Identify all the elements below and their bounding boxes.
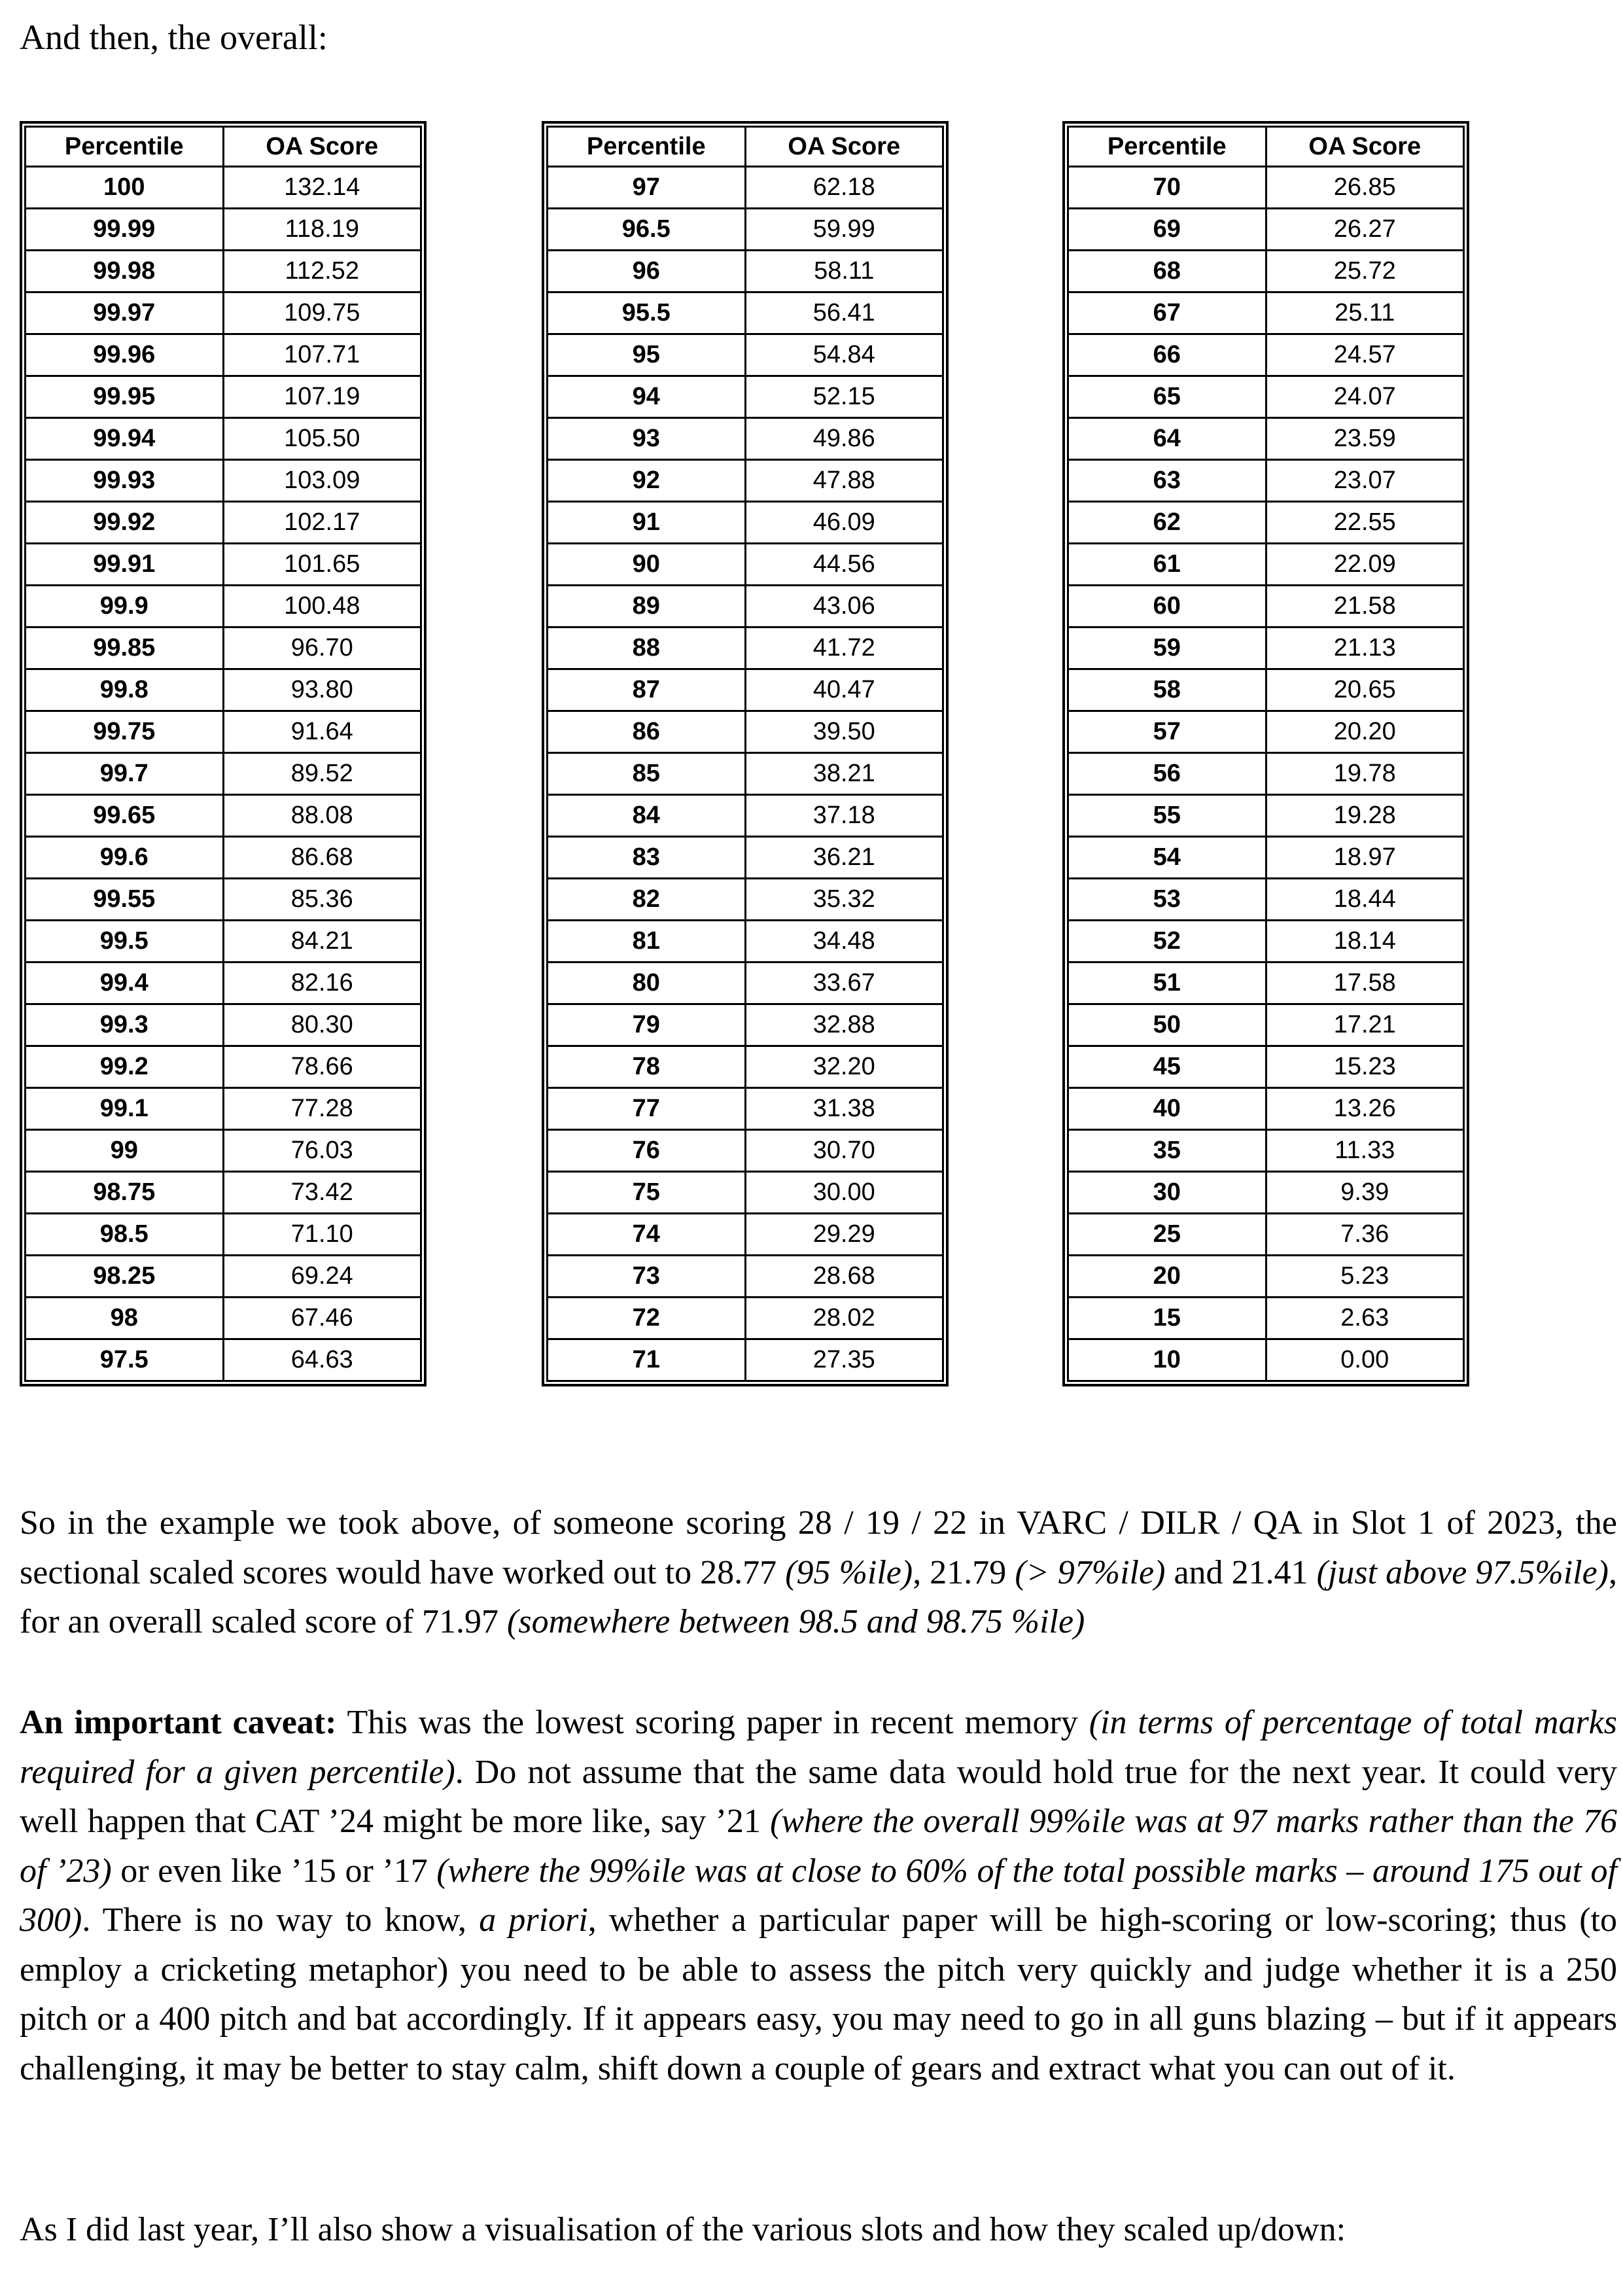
oa-score-cell: 19.78 bbox=[1266, 753, 1464, 795]
table-row bbox=[1068, 1088, 1464, 1130]
oa-score-cell: 26.85 bbox=[1266, 167, 1464, 209]
text-run-normal: and 21.41 bbox=[1165, 1553, 1317, 1591]
table-row bbox=[26, 921, 421, 963]
oa-score-cell: 9.39 bbox=[1266, 1172, 1464, 1214]
percentile-cell: 99.98 bbox=[26, 251, 224, 292]
oa-score-cell: 21.13 bbox=[1266, 627, 1464, 669]
percentile-cell: 87 bbox=[548, 669, 746, 711]
oa-score-cell: 78.66 bbox=[223, 1046, 421, 1088]
text-run-normal: or even like ’15 or ’17 bbox=[111, 1852, 437, 1890]
percentile-cell: 91 bbox=[548, 502, 746, 544]
table-row bbox=[26, 711, 421, 753]
percentile-cell: 99.9 bbox=[26, 586, 224, 627]
table-row bbox=[1068, 502, 1464, 544]
percentile-cell: 97 bbox=[548, 167, 746, 209]
oa-score-cell: 64.63 bbox=[223, 1339, 421, 1381]
table-row bbox=[26, 879, 421, 921]
header-percentile: Percentile bbox=[548, 127, 746, 167]
oa-score-cell: 7.36 bbox=[1266, 1214, 1464, 1256]
oa-score-cell: 105.50 bbox=[223, 418, 421, 460]
percentile-cell: 25 bbox=[1068, 1214, 1266, 1256]
percentile-cell: 62 bbox=[1068, 502, 1266, 544]
table-row bbox=[1068, 921, 1464, 963]
oa-score-cell: 26.27 bbox=[1266, 209, 1464, 251]
percentile-cell: 53 bbox=[1068, 879, 1266, 921]
table-row bbox=[548, 209, 943, 251]
table-row bbox=[1068, 544, 1464, 586]
text-run-italic: (just above 97.5%ile) bbox=[1316, 1553, 1609, 1591]
percentile-cell: 99.2 bbox=[26, 1046, 224, 1088]
table-row bbox=[26, 586, 421, 627]
oa-score-cell: 33.67 bbox=[745, 963, 943, 1004]
text-run-italic: (95 %ile) bbox=[785, 1553, 913, 1591]
oa-score-cell: 54.84 bbox=[745, 334, 943, 376]
percentile-cell: 89 bbox=[548, 586, 746, 627]
table-row bbox=[1068, 1298, 1464, 1339]
oa-score-cell: 29.29 bbox=[745, 1214, 943, 1256]
oa-score-cell: 25.11 bbox=[1266, 292, 1464, 334]
oa-score-cell: 44.56 bbox=[745, 544, 943, 586]
oa-score-cell: 71.10 bbox=[223, 1214, 421, 1256]
oa-score-cell: 23.07 bbox=[1266, 460, 1464, 502]
table-row bbox=[1068, 418, 1464, 460]
oa-score-cell: 24.57 bbox=[1266, 334, 1464, 376]
oa-score-cell: 28.68 bbox=[745, 1256, 943, 1298]
table-row bbox=[1068, 753, 1464, 795]
table-row bbox=[548, 711, 943, 753]
percentile-cell: 52 bbox=[1068, 921, 1266, 963]
percentile-cell: 99.97 bbox=[26, 292, 224, 334]
percentile-cell: 99.91 bbox=[26, 544, 224, 586]
percentile-cell: 56 bbox=[1068, 753, 1266, 795]
oa-score-cell: 118.19 bbox=[223, 209, 421, 251]
percentile-cell: 92 bbox=[548, 460, 746, 502]
percentile-cell: 99.75 bbox=[26, 711, 224, 753]
table-row bbox=[548, 921, 943, 963]
percentile-cell: 63 bbox=[1068, 460, 1266, 502]
percentile-cell: 60 bbox=[1068, 586, 1266, 627]
oa-score-cell: 18.44 bbox=[1266, 879, 1464, 921]
oa-score-cell: 35.32 bbox=[745, 879, 943, 921]
oa-score-cell: 15.23 bbox=[1266, 1046, 1464, 1088]
table-row bbox=[26, 460, 421, 502]
table-header-row bbox=[548, 127, 943, 167]
table-row bbox=[26, 1004, 421, 1046]
table-row bbox=[26, 1339, 421, 1381]
table-row bbox=[548, 167, 943, 209]
percentile-cell: 98.75 bbox=[26, 1172, 224, 1214]
percentile-cell: 50 bbox=[1068, 1004, 1266, 1046]
table-row bbox=[1068, 1214, 1464, 1256]
oa-score-cell: 46.09 bbox=[745, 502, 943, 544]
text-run-normal: , whether a particular paper will be high-scoring or low-scoring; thus (to employ a cricketing metaphor) you need to be able to assess the pitch very quickly and judge whether it is a 250 pitch or a 400 pitch and bat accordingly. If it appears easy, you may need to go in all guns blazing – but if it appears challenging, it may be better to stay calm, shift down a couple of gears and extract what you can out of it. bbox=[20, 1901, 1617, 2087]
oa-score-cell: 17.21 bbox=[1266, 1004, 1464, 1046]
header-oa-score: OA Score bbox=[223, 127, 421, 167]
percentile-cell: 61 bbox=[1068, 544, 1266, 586]
oa-score-cell: 32.88 bbox=[745, 1004, 943, 1046]
percentile-cell: 10 bbox=[1068, 1339, 1266, 1381]
text-run-normal: , for an overall scaled score of 71.97 bbox=[20, 1553, 1618, 1640]
percentile-cell: 99 bbox=[26, 1130, 224, 1172]
table-row bbox=[548, 1130, 943, 1172]
percentile-score-table bbox=[24, 126, 422, 1382]
percentile-cell: 99.96 bbox=[26, 334, 224, 376]
oa-score-cell: 84.21 bbox=[223, 921, 421, 963]
percentile-cell: 99.94 bbox=[26, 418, 224, 460]
oa-score-cell: 62.18 bbox=[745, 167, 943, 209]
oa-score-cell: 5.23 bbox=[1266, 1256, 1464, 1298]
percentile-cell: 90 bbox=[548, 544, 746, 586]
table-row bbox=[548, 627, 943, 669]
oa-score-cell: 39.50 bbox=[745, 711, 943, 753]
oa-score-cell: 132.14 bbox=[223, 167, 421, 209]
percentile-cell: 59 bbox=[1068, 627, 1266, 669]
visualisation-intro-paragraph: As I did last year, I’ll also show a visualisation of the various slots and how they scaled up/down: bbox=[20, 2211, 1346, 2248]
oa-score-cell: 80.30 bbox=[223, 1004, 421, 1046]
oa-score-cell: 69.24 bbox=[223, 1256, 421, 1298]
table-row bbox=[26, 963, 421, 1004]
table-row bbox=[26, 334, 421, 376]
oa-score-cell: 47.88 bbox=[745, 460, 943, 502]
table-row bbox=[26, 167, 421, 209]
table-row bbox=[548, 1256, 943, 1298]
percentile-cell: 100 bbox=[26, 167, 224, 209]
percentile-cell: 81 bbox=[548, 921, 746, 963]
percentile-cell: 30 bbox=[1068, 1172, 1266, 1214]
oa-score-cell: 37.18 bbox=[745, 795, 943, 837]
percentile-cell: 99.92 bbox=[26, 502, 224, 544]
table-row bbox=[548, 376, 943, 418]
text-run-italic: (where the overall 99%ile was at 97 marks rather than the 76 of ’23) bbox=[20, 1803, 1617, 1890]
table-row bbox=[548, 544, 943, 586]
text-run-normal: , 21.79 bbox=[913, 1553, 1015, 1591]
table-row bbox=[1068, 167, 1464, 209]
table-row bbox=[26, 376, 421, 418]
percentile-cell: 96.5 bbox=[548, 209, 746, 251]
percentile-cell: 82 bbox=[548, 879, 746, 921]
oa-score-cell: 112.52 bbox=[223, 251, 421, 292]
text-run-normal: So in the example we took above, of someone scoring 28 / 19 / 22 in VARC / DILR / QA in Slot 1 of 2023, the sectional scaled scores would have worked out to 28.77 bbox=[20, 1504, 1617, 1591]
percentile-cell: 99.7 bbox=[26, 753, 224, 795]
percentile-cell: 99.65 bbox=[26, 795, 224, 837]
text-run-italic: (in terms of percentage of total marks required for a given percentile) bbox=[20, 1704, 1618, 1791]
percentile-cell: 71 bbox=[548, 1339, 746, 1381]
example-paragraph bbox=[20, 1498, 1617, 1647]
percentile-cell: 95 bbox=[548, 334, 746, 376]
oa-score-cell: 18.14 bbox=[1266, 921, 1464, 963]
oa-score-cell: 59.99 bbox=[745, 209, 943, 251]
percentile-cell: 96 bbox=[548, 251, 746, 292]
table-row bbox=[1068, 1004, 1464, 1046]
oa-score-cell: 23.59 bbox=[1266, 418, 1464, 460]
oa-score-cell: 18.97 bbox=[1266, 837, 1464, 879]
percentile-cell: 88 bbox=[548, 627, 746, 669]
table-row bbox=[1068, 460, 1464, 502]
table-row bbox=[1068, 209, 1464, 251]
table-header-row bbox=[1068, 127, 1464, 167]
table-row bbox=[1068, 963, 1464, 1004]
oa-score-cell: 22.55 bbox=[1266, 502, 1464, 544]
table-row bbox=[1068, 837, 1464, 879]
text-run-italic: a priori bbox=[479, 1901, 588, 1939]
table-row bbox=[26, 1214, 421, 1256]
oa-score-cell: 27.35 bbox=[745, 1339, 943, 1381]
oa-score-cell: 34.48 bbox=[745, 921, 943, 963]
oa-score-cell: 43.06 bbox=[745, 586, 943, 627]
oa-score-cell: 13.26 bbox=[1266, 1088, 1464, 1130]
percentile-cell: 77 bbox=[548, 1088, 746, 1130]
oa-score-cell: 76.03 bbox=[223, 1130, 421, 1172]
oa-score-cell: 107.71 bbox=[223, 334, 421, 376]
table-row bbox=[26, 209, 421, 251]
text-run-bold: An important caveat: bbox=[20, 1704, 337, 1741]
percentile-cell: 73 bbox=[548, 1256, 746, 1298]
table-row bbox=[26, 1130, 421, 1172]
percentile-cell: 84 bbox=[548, 795, 746, 837]
oa-score-cell: 2.63 bbox=[1266, 1298, 1464, 1339]
oa-score-cell: 103.09 bbox=[223, 460, 421, 502]
table-row bbox=[26, 292, 421, 334]
oa-score-cell: 22.09 bbox=[1266, 544, 1464, 586]
percentile-cell: 99.55 bbox=[26, 879, 224, 921]
percentile-cell: 40 bbox=[1068, 1088, 1266, 1130]
table-row bbox=[548, 502, 943, 544]
table-row bbox=[1068, 879, 1464, 921]
oa-score-cell: 109.75 bbox=[223, 292, 421, 334]
table-row bbox=[1068, 1172, 1464, 1214]
oa-score-cell: 91.64 bbox=[223, 711, 421, 753]
table-row bbox=[548, 251, 943, 292]
table-row bbox=[548, 292, 943, 334]
oa-score-cell: 85.36 bbox=[223, 879, 421, 921]
oa-score-cell: 31.38 bbox=[745, 1088, 943, 1130]
table-row bbox=[548, 334, 943, 376]
oa-score-cell: 96.70 bbox=[223, 627, 421, 669]
percentile-cell: 95.5 bbox=[548, 292, 746, 334]
percentile-cell: 93 bbox=[548, 418, 746, 460]
oa-score-cell: 49.86 bbox=[745, 418, 943, 460]
oa-score-cell: 0.00 bbox=[1266, 1339, 1464, 1381]
table-row bbox=[548, 753, 943, 795]
percentile-cell: 66 bbox=[1068, 334, 1266, 376]
percentile-cell: 99.6 bbox=[26, 837, 224, 879]
percentile-table-3 bbox=[1062, 121, 1469, 1386]
percentile-cell: 78 bbox=[548, 1046, 746, 1088]
percentile-cell: 99.5 bbox=[26, 921, 224, 963]
table-row bbox=[1068, 251, 1464, 292]
header-oa-score: OA Score bbox=[745, 127, 943, 167]
percentile-table-1 bbox=[20, 121, 427, 1386]
table-row bbox=[1068, 669, 1464, 711]
table-row bbox=[548, 837, 943, 879]
header-percentile: Percentile bbox=[26, 127, 224, 167]
table-row bbox=[548, 1004, 943, 1046]
percentile-cell: 70 bbox=[1068, 167, 1266, 209]
percentile-cell: 79 bbox=[548, 1004, 746, 1046]
oa-score-cell: 58.11 bbox=[745, 251, 943, 292]
oa-score-cell: 77.28 bbox=[223, 1088, 421, 1130]
table-row bbox=[26, 1256, 421, 1298]
text-run-normal: . Do not assume that the same data would hold true for the next year. It could very well happen that CAT ’24 might be more like, say ’21 bbox=[20, 1753, 1617, 1840]
table-row bbox=[548, 1214, 943, 1256]
percentile-score-table bbox=[546, 126, 944, 1382]
table-header-row bbox=[26, 127, 421, 167]
caveat-paragraph bbox=[20, 1698, 1617, 2093]
percentile-cell: 99.8 bbox=[26, 669, 224, 711]
table-row bbox=[1068, 376, 1464, 418]
percentile-cell: 67 bbox=[1068, 292, 1266, 334]
oa-score-cell: 86.68 bbox=[223, 837, 421, 879]
percentile-cell: 83 bbox=[548, 837, 746, 879]
table-row bbox=[26, 1172, 421, 1214]
table-row bbox=[548, 1088, 943, 1130]
table-row bbox=[548, 963, 943, 1004]
oa-score-cell: 67.46 bbox=[223, 1298, 421, 1339]
percentile-cell: 98.5 bbox=[26, 1214, 224, 1256]
oa-score-cell: 20.20 bbox=[1266, 711, 1464, 753]
oa-score-cell: 73.42 bbox=[223, 1172, 421, 1214]
table-row bbox=[26, 795, 421, 837]
table-row bbox=[1068, 711, 1464, 753]
table-row bbox=[548, 879, 943, 921]
oa-score-cell: 101.65 bbox=[223, 544, 421, 586]
table-row bbox=[548, 669, 943, 711]
table-row bbox=[1068, 586, 1464, 627]
percentile-cell: 98 bbox=[26, 1298, 224, 1339]
percentile-cell: 99.85 bbox=[26, 627, 224, 669]
table-row bbox=[1068, 292, 1464, 334]
table-row bbox=[548, 795, 943, 837]
oa-score-cell: 17.58 bbox=[1266, 963, 1464, 1004]
header-percentile: Percentile bbox=[1068, 127, 1266, 167]
percentile-cell: 68 bbox=[1068, 251, 1266, 292]
oa-score-cell: 41.72 bbox=[745, 627, 943, 669]
oa-score-cell: 24.07 bbox=[1266, 376, 1464, 418]
oa-score-cell: 56.41 bbox=[745, 292, 943, 334]
percentile-cell: 99.93 bbox=[26, 460, 224, 502]
oa-score-cell: 82.16 bbox=[223, 963, 421, 1004]
oa-score-cell: 38.21 bbox=[745, 753, 943, 795]
percentile-table-2 bbox=[542, 121, 949, 1386]
table-row bbox=[26, 1088, 421, 1130]
oa-score-cell: 30.70 bbox=[745, 1130, 943, 1172]
percentile-cell: 54 bbox=[1068, 837, 1266, 879]
percentile-cell: 45 bbox=[1068, 1046, 1266, 1088]
table-row bbox=[26, 502, 421, 544]
percentile-cell: 86 bbox=[548, 711, 746, 753]
header-oa-score: OA Score bbox=[1266, 127, 1464, 167]
table-row bbox=[1068, 1046, 1464, 1088]
section-heading: And then, the overall: bbox=[20, 18, 328, 57]
oa-score-cell: 11.33 bbox=[1266, 1130, 1464, 1172]
table-row bbox=[26, 1298, 421, 1339]
table-row bbox=[1068, 795, 1464, 837]
percentile-cell: 58 bbox=[1068, 669, 1266, 711]
table-row bbox=[548, 1172, 943, 1214]
oa-score-cell: 36.21 bbox=[745, 837, 943, 879]
table-row bbox=[26, 753, 421, 795]
table-row bbox=[26, 418, 421, 460]
oa-score-cell: 93.80 bbox=[223, 669, 421, 711]
oa-score-cell: 21.58 bbox=[1266, 586, 1464, 627]
text-run-normal: . There is no way to know, bbox=[82, 1901, 480, 1939]
percentile-cell: 20 bbox=[1068, 1256, 1266, 1298]
percentile-cell: 75 bbox=[548, 1172, 746, 1214]
percentile-cell: 74 bbox=[548, 1214, 746, 1256]
percentile-score-table bbox=[1067, 126, 1465, 1382]
table-row bbox=[548, 460, 943, 502]
table-row bbox=[548, 1298, 943, 1339]
oa-score-cell: 107.19 bbox=[223, 376, 421, 418]
oa-score-cell: 30.00 bbox=[745, 1172, 943, 1214]
table-row bbox=[26, 837, 421, 879]
percentile-cell: 80 bbox=[548, 963, 746, 1004]
table-row bbox=[1068, 627, 1464, 669]
oa-score-cell: 25.72 bbox=[1266, 251, 1464, 292]
oa-score-cell: 20.65 bbox=[1266, 669, 1464, 711]
table-row bbox=[1068, 1339, 1464, 1381]
oa-score-cell: 88.08 bbox=[223, 795, 421, 837]
percentile-cell: 85 bbox=[548, 753, 746, 795]
percentile-cell: 99.4 bbox=[26, 963, 224, 1004]
table-row bbox=[26, 544, 421, 586]
percentile-cell: 65 bbox=[1068, 376, 1266, 418]
percentile-cell: 99.3 bbox=[26, 1004, 224, 1046]
percentile-cell: 57 bbox=[1068, 711, 1266, 753]
oa-score-cell: 102.17 bbox=[223, 502, 421, 544]
percentile-cell: 55 bbox=[1068, 795, 1266, 837]
percentile-cell: 69 bbox=[1068, 209, 1266, 251]
percentile-cell: 51 bbox=[1068, 963, 1266, 1004]
percentile-cell: 64 bbox=[1068, 418, 1266, 460]
table-row bbox=[548, 586, 943, 627]
table-row bbox=[1068, 334, 1464, 376]
table-row bbox=[548, 1046, 943, 1088]
oa-score-cell: 52.15 bbox=[745, 376, 943, 418]
oa-score-cell: 28.02 bbox=[745, 1298, 943, 1339]
percentile-cell: 15 bbox=[1068, 1298, 1266, 1339]
table-row bbox=[1068, 1256, 1464, 1298]
percentile-cell: 99.99 bbox=[26, 209, 224, 251]
percentile-cell: 35 bbox=[1068, 1130, 1266, 1172]
percentile-cell: 98.25 bbox=[26, 1256, 224, 1298]
percentile-cell: 99.1 bbox=[26, 1088, 224, 1130]
percentile-cell: 76 bbox=[548, 1130, 746, 1172]
oa-score-cell: 100.48 bbox=[223, 586, 421, 627]
oa-score-cell: 40.47 bbox=[745, 669, 943, 711]
table-row bbox=[26, 669, 421, 711]
percentile-cell: 99.95 bbox=[26, 376, 224, 418]
table-row bbox=[548, 1339, 943, 1381]
table-row bbox=[1068, 1130, 1464, 1172]
text-run-italic: (> 97%ile) bbox=[1015, 1553, 1166, 1591]
text-run-italic: (somewhere between 98.5 and 98.75 %ile) bbox=[507, 1603, 1085, 1640]
text-run-normal: This was the lowest scoring paper in recent memory bbox=[336, 1704, 1089, 1741]
oa-score-cell: 32.20 bbox=[745, 1046, 943, 1088]
oa-score-cell: 19.28 bbox=[1266, 795, 1464, 837]
table-row bbox=[548, 418, 943, 460]
table-row bbox=[26, 627, 421, 669]
table-row bbox=[26, 251, 421, 292]
percentile-cell: 72 bbox=[548, 1298, 746, 1339]
table-row bbox=[26, 1046, 421, 1088]
percentile-cell: 94 bbox=[548, 376, 746, 418]
percentile-cell: 97.5 bbox=[26, 1339, 224, 1381]
text-run-italic: (where the 99%ile was at close to 60% of the total possible marks – around 175 out of 300) bbox=[20, 1852, 1617, 1939]
oa-score-cell: 89.52 bbox=[223, 753, 421, 795]
